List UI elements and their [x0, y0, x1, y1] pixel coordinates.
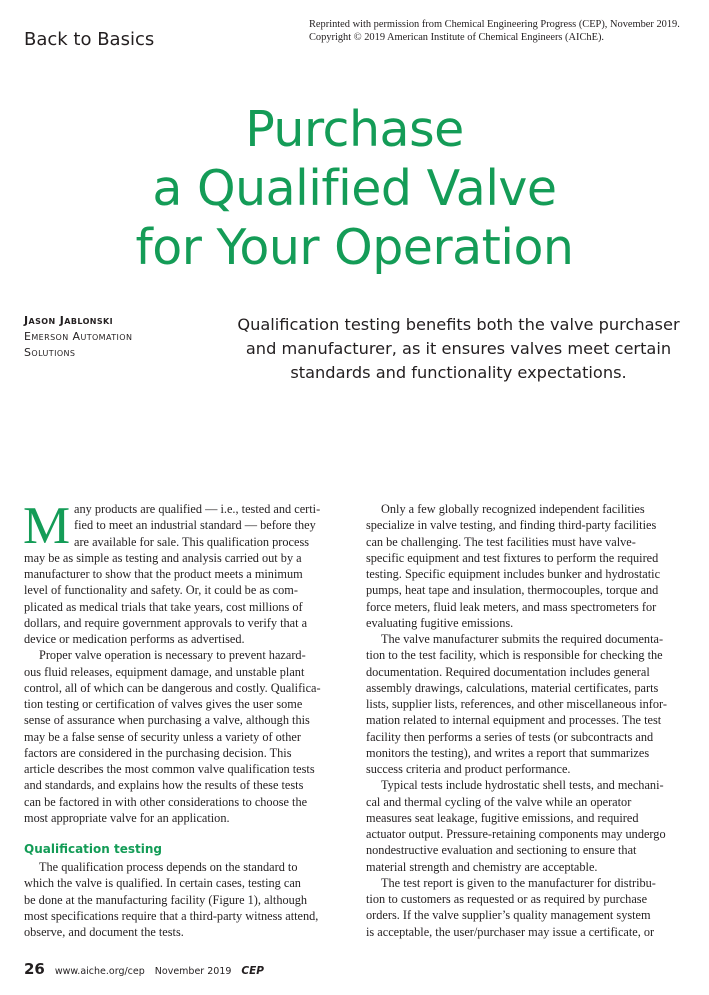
text-line: The valve manufacturer submits the required documenta-: [381, 632, 664, 646]
text-line: Typical tests include hydrostatic shell tests, and mechani-: [381, 778, 664, 793]
text-line: article describes the most common valve qualification tests: [24, 762, 315, 776]
deck-line: standards and functionality expectations.: [290, 363, 627, 382]
page-footer: [24, 960, 264, 978]
text-line: may be as simple as testing and analysis carried out by a: [24, 550, 302, 565]
reprint-line: Reprinted with permission from Chemical Engineering Progress (CEP), November 2019.: [309, 19, 680, 30]
text-line: dollars, and require government approvals to verify that a: [24, 615, 308, 630]
paragraph: [366, 501, 683, 631]
body-column-right: [366, 501, 683, 940]
author-byline: [24, 313, 224, 361]
text-line: orders. If the valve supplier’s quality management system: [366, 908, 651, 923]
text-line: specific equipment and test fixtures to perform the required: [366, 550, 659, 565]
text-line: Only a few globally recognized independent facilities: [381, 502, 645, 516]
text-line: The test report is given to the manufacturer for distribu-: [381, 875, 656, 890]
article-deck: [218, 313, 699, 385]
text-line: be done at the manufacturing facility (Figure 1), although: [24, 892, 308, 907]
text-line: which the valve is qualified. In certain cases, testing can: [24, 876, 301, 891]
text-line: plicated as medical trials that take years, cost millions of: [24, 599, 303, 614]
title-line: a Qualified Valve: [152, 160, 557, 217]
drop-cap: M: [23, 497, 71, 555]
text-line: fied to meet an industrial standard — before they: [74, 518, 316, 533]
text-line: control, all of which can be dangerous and costly. Qualifica-: [24, 680, 321, 695]
page-number: 26: [24, 960, 45, 978]
text-line: evaluating fugitive emissions.: [366, 615, 514, 630]
text-line: ous fluid releases, equipment damage, and unstable plant: [24, 664, 305, 679]
author-affiliation: Solutions: [24, 346, 76, 359]
author-name: Jason Jablonski: [24, 314, 113, 327]
text-line: actuator output. Pressure-retaining components may undergo: [366, 827, 666, 841]
text-line: tion to customers as requested or as required by purchase: [366, 892, 648, 906]
text-line: Proper valve operation is necessary to prevent hazard-: [39, 648, 306, 663]
text-line: material strength and chemistry are acceptable.: [366, 859, 598, 874]
reprint-notice: [309, 18, 699, 44]
text-line: device or medication performs as advertised.: [24, 632, 245, 646]
opening-paragraph: [23, 497, 341, 647]
title-line: Purchase: [245, 101, 464, 158]
paragraph: [366, 777, 683, 875]
paragraph: [366, 631, 683, 777]
deck-line: Qualification testing benefits both the valve purchaser: [237, 315, 680, 334]
text-line: force meters, fluid leak meters, and mass spectrometers for: [366, 599, 657, 614]
paragraph: [366, 875, 683, 940]
text-line: lists, supplier lists, references, and other miscellaneous infor-: [366, 697, 667, 711]
deck-line: and manufacturer, as it ensures valves meet certain: [245, 339, 672, 358]
text-line: success criteria and product performance.: [366, 762, 571, 776]
text-line: assembly drawings, calculations, material certificates, parts: [366, 680, 659, 695]
text-line: and standards, and explains how the results of these tests: [24, 778, 304, 793]
section-label: Back to Basics: [24, 29, 155, 50]
title-line: for Your Operation: [135, 219, 574, 276]
text-line: are available for sale. This qualification process: [74, 534, 310, 549]
text-line: factors are considered in the purchasing decision. This: [24, 745, 292, 760]
text-line: any products are qualified — i.e., tested and certi-: [74, 502, 321, 516]
text-line: facility then performs a series of tests (or subcontracts and: [366, 729, 654, 744]
text-line: can be factored in with other considerations to choose the: [24, 794, 308, 809]
body-column-left: [23, 497, 341, 940]
text-line: is acceptable, the user/purchaser may issue a certificate, or: [366, 924, 655, 939]
text-line: documentation. Required documentation includes general: [366, 664, 650, 679]
text-line: sense of assurance when purchasing a valve, although this: [24, 713, 310, 728]
text-line: specialize in valve testing, and finding third-party facilities: [366, 518, 657, 533]
footer-url[interactable]: www.aiche.org/cep: [54, 966, 145, 977]
footer-date: November 2019: [154, 966, 232, 977]
text-line: most appropriate valve for an application.: [24, 810, 230, 825]
text-line: nondestructive evaluation and sectioning to ensure that: [366, 843, 637, 858]
text-line: monitors the testing), and writes a report that summarizes: [366, 745, 650, 760]
text-line: cal and thermal cycling of the valve while an operator: [366, 794, 632, 809]
text-line: measures seat leakage, fugitive emissions, and required: [366, 810, 639, 825]
text-line: most specifications require that a third-party witness attend,: [24, 908, 319, 923]
text-line: mation related to internal equipment and processes. The test: [366, 713, 662, 728]
text-line: testing. Specific equipment includes bunker and hydrostatic: [366, 567, 661, 581]
text-line: pumps, heat tape and insulation, thermocouples, torque and: [366, 583, 659, 598]
text-line: can be challenging. The test facilities must have valve-: [366, 534, 636, 549]
text-line: The qualification process depends on the standard to: [39, 860, 298, 874]
text-line: level of functionality and safety. Or, it could be as com-: [24, 583, 298, 598]
text-line: observe, and document the tests.: [24, 925, 184, 939]
text-line: may be a false sense of security unless a variety of other: [24, 729, 301, 744]
text-line: manufacturer to show that the product meets a minimum: [24, 567, 303, 581]
text-line: tion to the test facility, which is responsible for checking the: [366, 648, 663, 663]
paragraph: [24, 647, 341, 826]
text-line: tion testing or certification of valves gives the user some: [24, 697, 303, 711]
author-affiliation: Emerson Automation: [24, 330, 133, 343]
copyright-line: Copyright © 2019 American Institute of Chemical Engineers (AIChE).: [309, 32, 605, 43]
magazine-name: CEP: [241, 965, 264, 977]
paragraph: [24, 859, 341, 940]
section-subhead: Qualification testing: [24, 842, 162, 856]
article-title: [0, 100, 709, 277]
